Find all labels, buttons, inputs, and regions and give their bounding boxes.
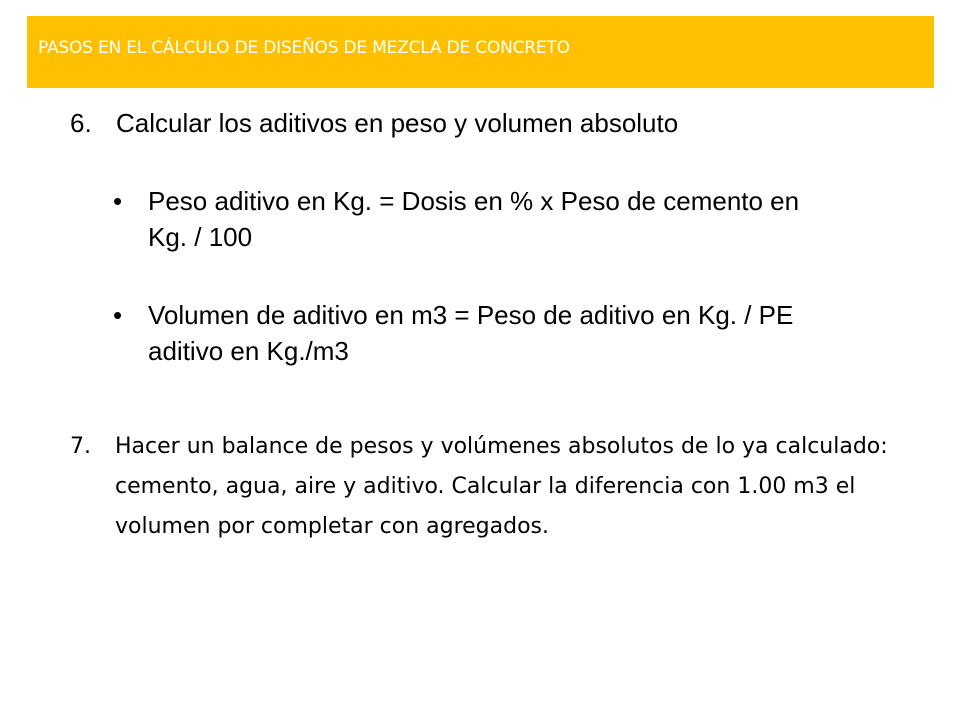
bullet-marker: • [113, 186, 123, 216]
bullet-marker: • [113, 300, 123, 330]
step-6-number: 6. [70, 108, 92, 138]
title-banner [27, 16, 934, 88]
step-7-number: 7. [70, 434, 91, 459]
slide-title: PASOS EN EL CÁLCULO DE DISEÑOS DE MEZCLA DE CONCRETO [38, 38, 570, 58]
step-7-text: Hacer un balance de pesos y volúmenes absolutos de lo ya calculado: cemento, agua, aire y aditivo. Calcular la diferencia con 1.00 m3 el volumen por completar con agregados. [115, 434, 888, 539]
step-6-text: Calcular los aditivos en peso y volumen absoluto [116, 108, 679, 138]
bullet-text: Volumen de aditivo en m3 = Peso de aditivo en Kg. / PE aditivo en Kg./m3 [148, 300, 794, 366]
bullet-text: Peso aditivo en Kg. = Dosis en % x Peso de cemento en Kg. / 100 [148, 186, 800, 252]
